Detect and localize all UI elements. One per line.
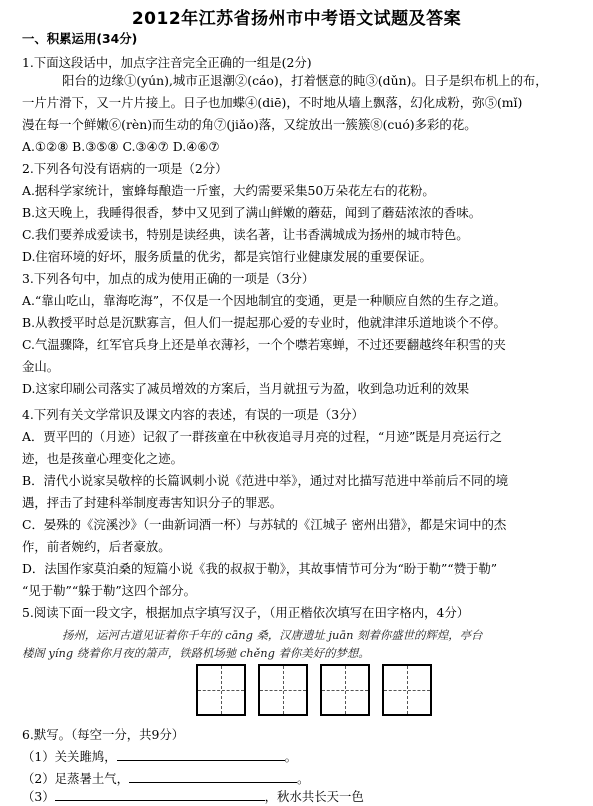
question-3-stem: 3.下列各句中，加点的成为使用正确的一项是（3分） <box>22 271 315 286</box>
question-5-passage-cont: 楼阁 yíng 绕着你月夜的箫声，铁路机场驰 chěng 着你美好的梦想。 <box>22 646 370 660</box>
tianzige-box[interactable] <box>196 664 246 716</box>
question-6-item-3-prompt: （3） <box>22 789 55 804</box>
punctuation: 。 <box>284 749 298 764</box>
question-2-option-a: A.据科学家统计，蜜蜂每酿造一斤蜜，大约需要采集50万朵花左右的花粉。 <box>22 183 435 198</box>
tianzige-box[interactable] <box>382 664 432 716</box>
section-heading: 一、积累运用(34分) <box>22 31 138 46</box>
question-4-option-d: D．法国作家莫泊桑的短篇小说《我的叔叔于勒》，其故事情节可分为“盼于勒”“赞于勒” <box>22 561 498 576</box>
question-5-passage: 扬州，运河古道见证着你千年的 cāng 桑，汉唐遗址 juān 刻着你盛世的辉煌，亭台 <box>62 628 483 642</box>
answer-grid <box>196 664 446 720</box>
answer-blank[interactable] <box>55 788 265 801</box>
question-6-item-2 <box>22 770 581 788</box>
question-1-text-line: 阳台的边缘①(yún),城市正退潮②(cáo)，打着惬意的盹③(dǔn)。日子是织布机上的布， <box>62 73 548 88</box>
question-6-item-1 <box>22 748 581 766</box>
page-title: 2012年江苏省扬州市中考语文试题及答案 <box>131 9 462 29</box>
question-3-option-c: C.气温骤降，红军官兵身上还是单衣薄衫，一个个噤若寒蝉，不过还要翻越终年积雪的夹 <box>22 337 506 352</box>
question-3-option-a: A.“靠山吃山，靠海吃海”，不仅是一个因地制宜的变通，更是一种顺应自然的生存之道。 <box>22 293 507 308</box>
question-6-item-1-prompt: （1）关关雎鸠， <box>22 749 117 764</box>
question-2-option-c: C.我们要养成爱读书，特别是读经典，读名著，让书香满城成为扬州的城市特色。 <box>22 227 469 242</box>
tianzige-box[interactable] <box>320 664 370 716</box>
question-4-option-b-cont: 遇，抨击了封建科举制度毒害知识分子的罪恶。 <box>22 495 283 510</box>
question-1-options: A.①②⑧ B.③⑤⑧ C.③④⑦ D.④⑥⑦ <box>22 139 220 154</box>
question-6-stem: 6.默写。（每空一分，共9分） <box>22 727 185 742</box>
question-6-item-3 <box>22 788 581 806</box>
question-1-text-line: 漫在每一个鲜嫩⑥(rèn)而生动的角⑦(jiǎo)落，又绽放出一簇簇⑧(cuó)多彩的花。 <box>22 117 477 132</box>
question-3-option-b: B.从教授平时总是沉默寡言，但人们一提起那心爱的专业时，他就津津乐道地谈个不停。 <box>22 315 506 330</box>
answer-blank[interactable] <box>117 748 285 761</box>
tianzige-box[interactable] <box>258 664 308 716</box>
question-3-option-d: D.这家印刷公司落实了减员增效的方案后，当月就扭亏为盈，收到急功近利的效果 <box>22 381 470 396</box>
question-6-item-2-prompt: （2）足蒸暑土气， <box>22 771 130 786</box>
question-4-option-b: B．清代小说家吴敬梓的长篇讽刺小说《范进中举》，通过对比描写范进中举前后不同的境 <box>22 473 509 488</box>
punctuation: 。 <box>297 771 310 786</box>
question-2-stem: 2.下列各句没有语病的一项是（2分） <box>22 161 228 176</box>
question-2-option-b: B.这天晚上，我睡得很香，梦中又见到了满山鲜嫩的蘑菇，闻到了蘑菇浓浓的香味。 <box>22 205 482 220</box>
question-6-item-3-suffix: ，秋水共长天一色 <box>264 789 364 804</box>
question-2-option-d: D.住宿环境的好坏，服务质量的优劣，都是宾馆行业健康发展的重要保证。 <box>22 249 432 264</box>
question-4-option-a-cont: 迹，也是孩童心理变化之迹。 <box>22 451 184 466</box>
question-4-option-c-cont: 作，前者婉约，后者豪放。 <box>22 539 171 554</box>
question-4-option-a: A．贾平凹的（月迹）记叙了一群孩童在中秋夜追寻月亮的过程，“月迹”既是月亮运行之 <box>22 429 503 444</box>
question-1-stem: 1.下面这段话中，加点字注音完全正确的一组是(2分) <box>22 55 312 70</box>
question-5-stem: 5.阅读下面一段文字，根据加点字填写汉子，（用正楷依次填写在田字格内，4分） <box>22 605 470 620</box>
question-4-option-d-cont: “见于勒”“躲于勒”这四个部分。 <box>22 583 197 598</box>
question-1-text-line: 一片片滑下，又一片片接上。日子也加蝶④(diē)，不时地从墙上飘落，幻化成粉，弥⑤(mǐ) <box>22 95 523 110</box>
question-4-stem: 4.下列有关文学常识及课文内容的表述，有误的一项是（3分） <box>22 407 364 422</box>
question-4-option-c: C．晏殊的《浣溪沙》（一曲新词酒一杯）与苏轼的《江城子 密州出猎》，都是宋词中的杰 <box>22 517 507 532</box>
answer-blank[interactable] <box>129 770 297 783</box>
question-3-option-c-cont: 金山。 <box>22 359 60 374</box>
